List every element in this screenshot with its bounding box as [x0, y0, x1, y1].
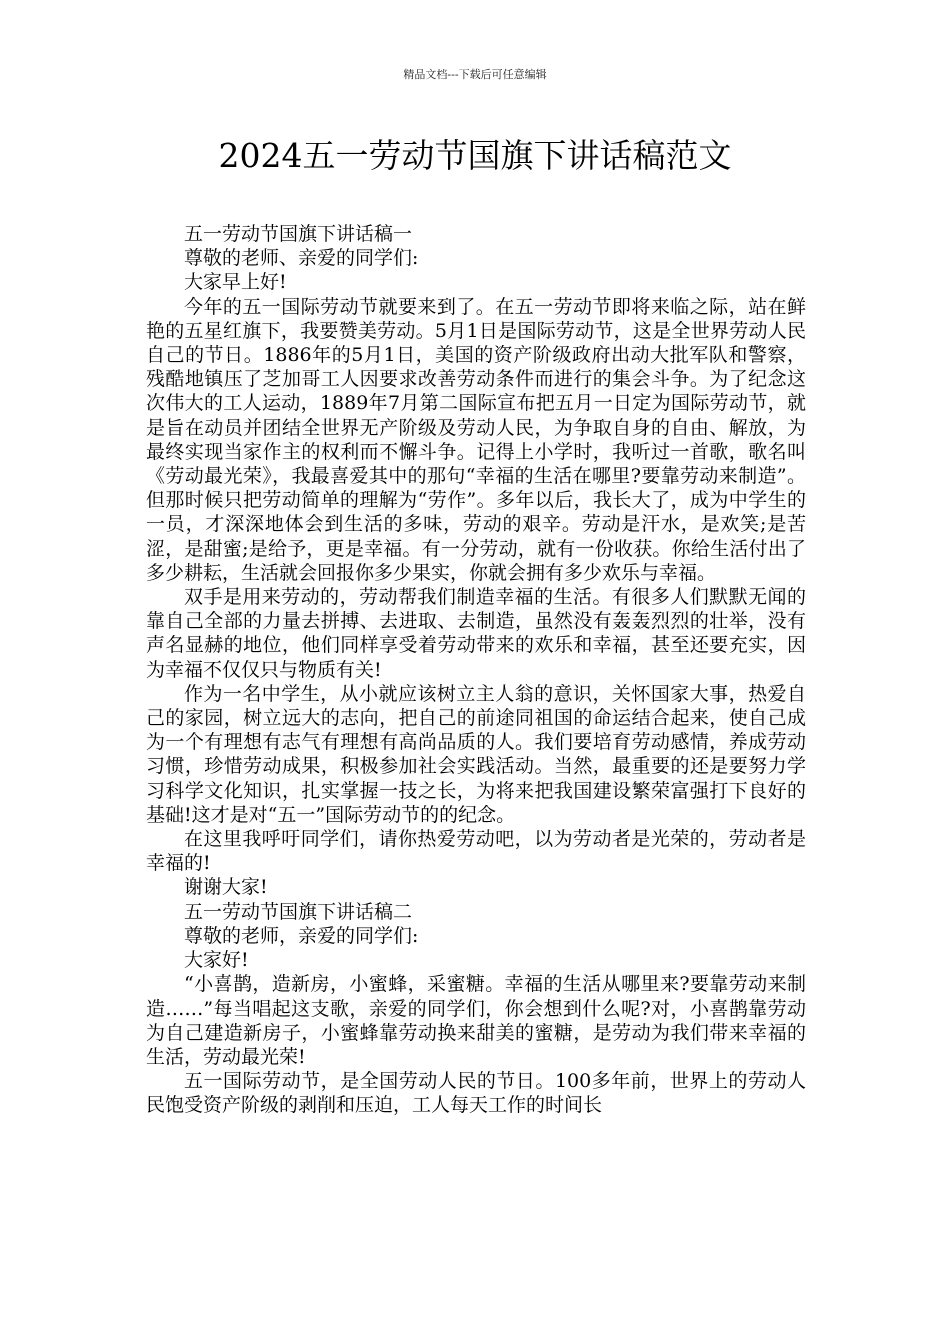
paragraph-body: 五一国际劳动节，是全国劳动人民的节日。100多年前，世界上的劳动人民饱受资产阶级的剥削和压迫，工人每天工作的时间长 [146, 1070, 806, 1117]
header-note: 精品文档---下载后可任意编辑 [403, 68, 547, 81]
paragraph-body: 双手是用来劳动的，劳动帮我们制造幸福的生活。有很多人们默默无闻的靠自己全部的力量去拼搏、去进取、去制造，虽然没有轰轰烈烈的壮举，没有声名显赫的地位，他们同样享受着劳动带来的欢乐和幸福，甚至还要充实，因为幸福不仅仅只与物质有关! [146, 586, 806, 681]
paragraph-body: 今年的五一国际劳动节就要来到了。在五一劳动节即将来临之际，站在鲜艳的五星红旗下，我要赞美劳动。5月1日是国际劳动节，这是全世界劳动人民自己的节日。1886年的5月1日，美国的资产阶级政府出动大批军队和警察，残酷地镇压了芝加哥工人因要求改善劳动条件而进行的集会斗争。为了纪念这次伟大的工人运动，1889年7月第二国际宣布把五月一日定为国际劳动节，就是旨在动员并团结全世界无产阶级及劳动人民，为争取自身的自由、解放，为最终实现当家作主的权利而不懈斗争。记得上小学时，我听过一首歌，歌名叫《劳动最光荣》，我最喜爱其中的那句“幸福的生活在哪里?要靠劳动来制造”。但那时候只把劳动简单的理解为“劳作”。多年以后，我长大了，成为中学生的一员，才深深地体会到生活的多味，劳动的艰辛。劳动是汗水，是欢笑;是苦涩，是甜蜜;是给予，更是幸福。有一分劳动，就有一份收获。你给生活付出了多少耕耘，生活就会回报你多少果实，你就会拥有多少欢乐与幸福。 [146, 295, 806, 584]
document-body [146, 222, 806, 1118]
paragraph-salutation: 尊敬的老师、亲爱的同学们: [184, 247, 419, 270]
paragraph-salutation: 尊敬的老师，亲爱的同学们: [184, 924, 419, 947]
paragraph-body: 作为一名中学生，从小就应该树立主人翁的意识，关怀国家大事，热爱自己的家园，树立远大的志向，把自己的前途同祖国的命运结合起来，使自己成为一个有理想有志气有理想有高尚品质的人。我们要培育劳动感情，养成劳动习惯，珍惜劳动成果，积极参加社会实践活动。当然，最重要的还是要努力学习科学文化知识，扎实掌握一技之长，为将来把我国建设繁荣富强打下良好的基础!这才是对“五一”国际劳动节的的纪念。 [146, 682, 806, 826]
paragraph-body: 在这里我呼吁同学们，请你热爱劳动吧，以为劳动者是光荣的，劳动者是幸福的! [146, 828, 806, 875]
paragraph-thanks: 谢谢大家! [184, 876, 268, 899]
paragraph-speech-2-heading: 五一劳动节国旗下讲话稿二 [184, 900, 413, 923]
paragraph-speech-1-heading: 五一劳动节国旗下讲话稿一 [184, 223, 413, 245]
paragraph-greeting: 大家早上好! [184, 271, 287, 294]
paragraph-greeting: 大家好! [184, 949, 249, 972]
page-title: 2024五一劳动节国旗下讲话稿范文 [218, 136, 732, 175]
paragraph-body: “小喜鹊，造新房，小蜜蜂，采蜜糖。幸福的生活从哪里来?要靠劳动来制造……”每当唱起这支歌，亲爱的同学们，你会想到什么呢?对，小喜鹊靠劳动为自己建造新房子，小蜜蜂靠劳动换来甜美的蜜糖，是劳动为我们带来幸福的生活，劳动最光荣! [146, 973, 806, 1068]
